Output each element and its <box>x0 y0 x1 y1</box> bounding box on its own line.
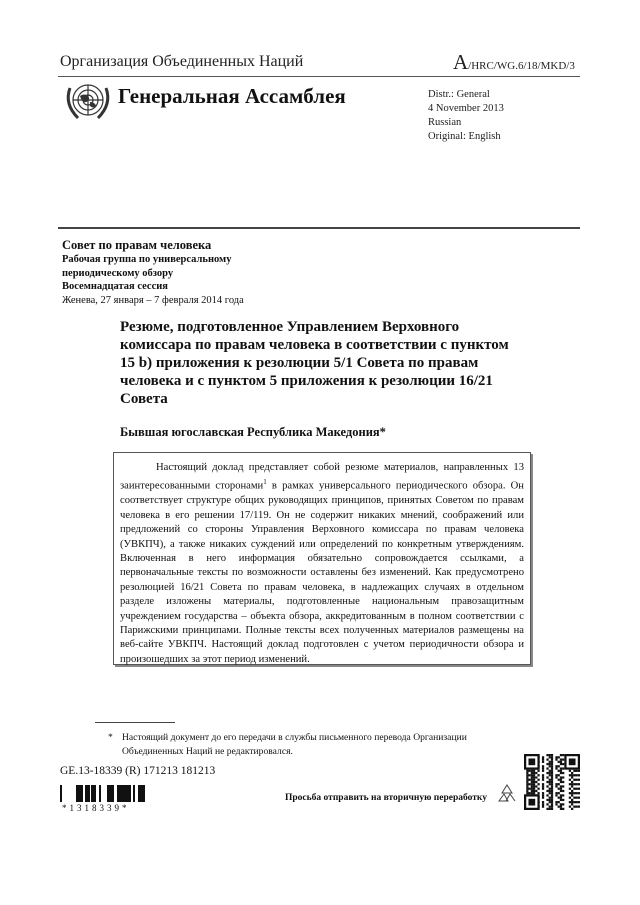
place-dates: Женева, 27 января – 7 февраля 2014 года <box>62 294 244 306</box>
country-heading <box>120 425 386 440</box>
barcode <box>60 785 150 805</box>
distribution-block <box>428 88 504 144</box>
working-group-line-2: периодическому обзору <box>62 267 174 279</box>
recycle-icon <box>496 783 518 805</box>
footnote-rule <box>95 722 175 723</box>
un-emblem-logo <box>62 80 114 124</box>
summary-text <box>120 461 524 667</box>
barcode-number: *1318339* <box>62 803 130 813</box>
header-rule <box>58 76 580 77</box>
country-name: Бывшая югославская Республика Македония <box>120 425 380 439</box>
document-symbol <box>453 50 575 75</box>
organization-name: Организация Объединенных Наций <box>60 53 304 70</box>
summary-part-2: в рамках универсального периодического обзора. Он соответствует структуре общих руководящих принципов, принятых Советом по правам человека в его решении 17/119. Он не содержит никаких мнений, соображений или предложений со стороны Управления Верховного комиссара по правам человека (УВКПЧ), а также никаких суждений или определений по конкретным утверждениям. Включенная в него информация обязательно сопровождается ссылками, а первоначальные тексты по возможности оставлены без изменений. Как предусмотрено резолюцией 16/21 Совета по правам человека, в надлежащих случаях в отдельном разделе изложены материалы, подготовленные национальным правозащитным учреждением государства – объекта обзора, аккредитованным в полном соответствии с Парижскими принципами. Полные тексты всех полученных материалов размещены на веб-сайте УВКПЧ. Настоящий доклад подготовлен с учетом периодичности обзора и произошедших за этот период изменений. <box>120 480 524 665</box>
footnote-text: Настоящий документ до его передачи в службы письменного перевода Организации Объединенных Наций не редактировался. <box>122 732 467 757</box>
council-block <box>62 238 244 307</box>
document-title: Резюме, подготовленное Управлением Верховного комиссара по правам человека в соответствии с пунктом 15 b) приложения к резолюции 5/1 Совета по правам человека и с пунктом 5 приложения к резолюции 16/21 Совета <box>120 319 509 407</box>
footnote-ref: 1 <box>263 478 267 487</box>
working-group-line-1: Рабочая группа по универсальному <box>62 254 232 265</box>
recycle-text: Просьба отправить на вторичную переработку <box>285 793 487 803</box>
distr-line: Distr.: General <box>428 89 490 100</box>
session: Восемнадцатая сессия <box>62 281 168 292</box>
job-number: GE.13-18339 (R) 171213 181213 <box>60 765 216 777</box>
language-line: Russian <box>428 117 462 128</box>
original-line: Original: English <box>428 131 501 142</box>
council-name: Совет по правам человека <box>62 238 212 252</box>
body-title: Генеральная Ассамблея <box>118 84 346 108</box>
summary-box <box>113 452 531 665</box>
symbol-rest: /HRC/WG.6/18/MKD/3 <box>468 60 575 72</box>
symbol-prefix: A <box>453 50 469 74</box>
footnote <box>108 731 518 759</box>
header-thick-rule <box>58 227 580 229</box>
footnote-mark: * <box>379 425 386 439</box>
qr-code <box>524 754 580 810</box>
date-line: 4 November 2013 <box>428 103 504 114</box>
footnote-star: * <box>108 732 113 743</box>
summary-part-1: Настоящий доклад представляет собой резюме материалов, направленных 13 заинтересованными сторонами <box>120 462 524 492</box>
